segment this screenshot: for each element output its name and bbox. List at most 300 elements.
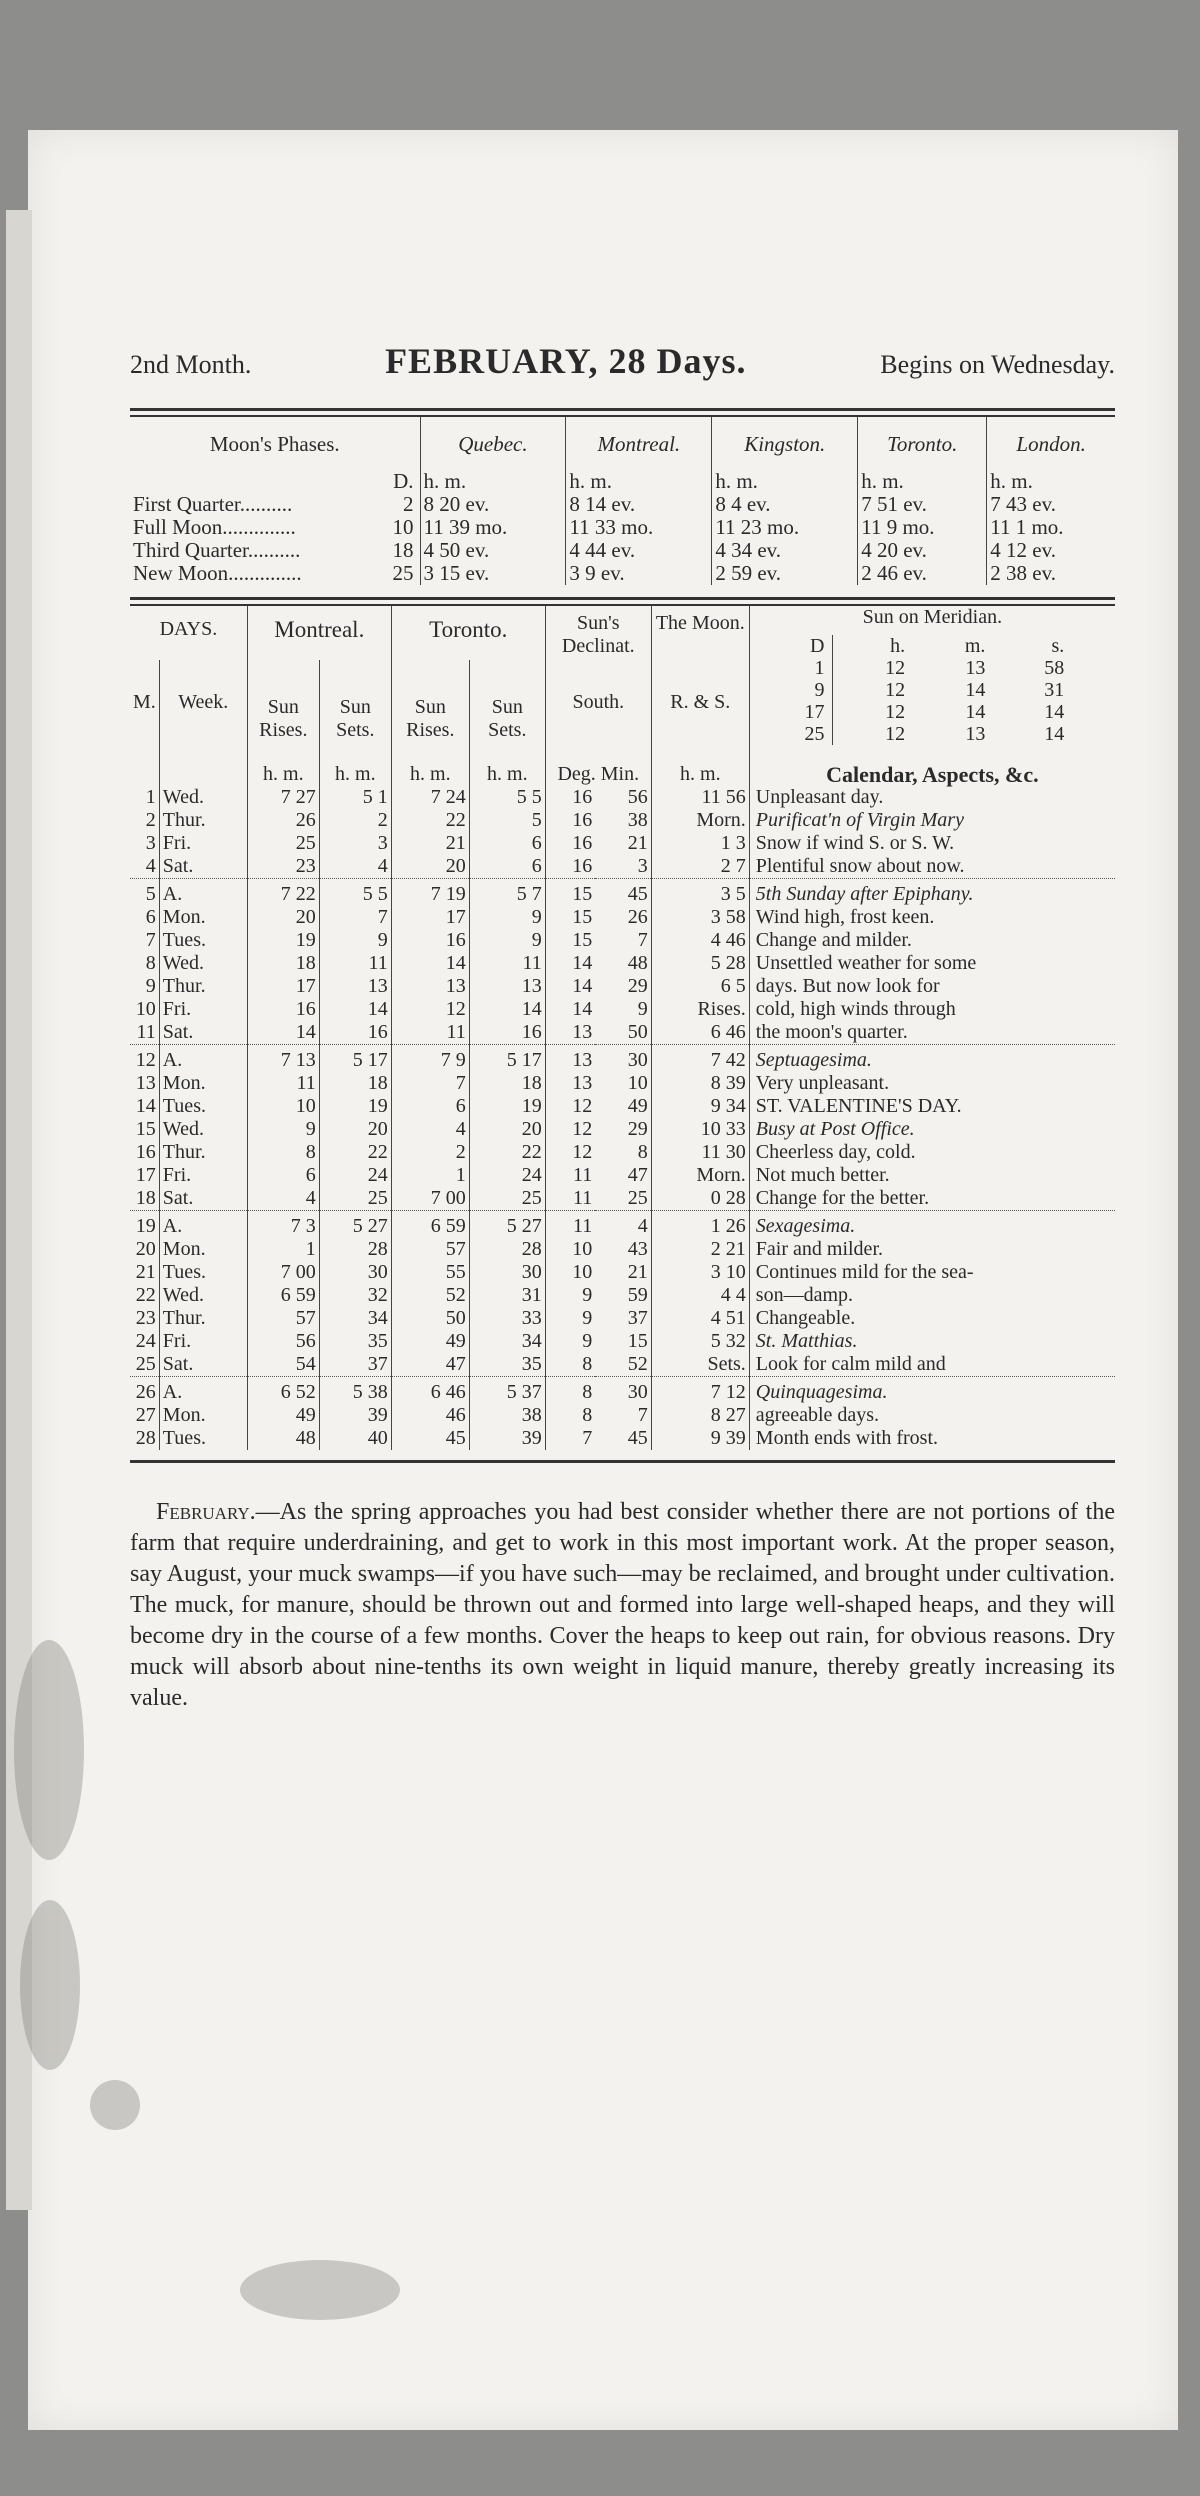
toronto-set: 13 <box>469 975 545 998</box>
toronto-set: 19 <box>469 1095 545 1118</box>
phase-row <box>130 562 1115 585</box>
toronto-set: 16 <box>469 1021 545 1045</box>
declination-min: 25 <box>627 1187 648 1209</box>
montreal-rise: 9 <box>247 1118 319 1141</box>
declination-deg: 11 <box>545 1211 595 1239</box>
hm-label: h. m. <box>651 763 749 786</box>
moon-rise-set: 8 27 <box>651 1404 749 1427</box>
montreal-rise: 48 <box>247 1427 319 1450</box>
toronto-rise: 11 <box>391 1021 469 1045</box>
moon-rise-set: 7 42 <box>651 1045 749 1073</box>
montreal-set: 13 <box>319 975 391 998</box>
toronto-rise: 47 <box>391 1353 469 1377</box>
montreal-rise: 18 <box>247 952 319 975</box>
toronto-rise: 21 <box>391 832 469 855</box>
declination-min: 7 <box>637 929 648 951</box>
day-of-week: Fri. <box>159 998 247 1021</box>
moon-rise-set: 2 21 <box>651 1238 749 1261</box>
meridian-table <box>753 635 1073 745</box>
montreal-set: 22 <box>319 1141 391 1164</box>
day-of-week: Wed. <box>159 786 247 809</box>
calendar-note: son—damp. <box>749 1284 1115 1307</box>
day-number: 12 <box>130 1045 159 1073</box>
calendar-body <box>130 786 1115 1450</box>
montreal-set: 30 <box>319 1261 391 1284</box>
day-number: 9 <box>145 975 156 997</box>
declination-deg: 8 <box>545 1377 595 1405</box>
moon-rise-set: 0 28 <box>651 1187 749 1211</box>
moon-rise-set: 5 28 <box>651 952 749 975</box>
city-toronto: Toronto. <box>858 417 987 470</box>
toronto-set: 5 <box>469 809 545 832</box>
toronto-rise: 13 <box>391 975 469 998</box>
day-of-week: Tues. <box>159 1261 247 1284</box>
toronto-rise: 52 <box>391 1284 469 1307</box>
toronto-set: 24 <box>469 1164 545 1187</box>
declination-deg: 11 <box>545 1187 595 1211</box>
montreal-set: 11 <box>319 952 391 975</box>
mid-rule <box>130 597 1115 600</box>
montreal-set: 25 <box>319 1187 391 1211</box>
city-kingston: Kingston. <box>712 417 858 470</box>
hm-label: h. m. <box>712 470 858 493</box>
declination-deg: 12 <box>545 1141 595 1164</box>
declination-header: Sun's Declinat. <box>545 606 651 660</box>
declination-min: 3 <box>637 855 648 877</box>
calendar-note: Month ends with frost. <box>749 1427 1115 1450</box>
meridian-row: 17 12 14 14 <box>804 701 1065 723</box>
day-of-week: A. <box>159 1045 247 1073</box>
calendar-note: Change and milder. <box>749 929 1115 952</box>
montreal-set: 20 <box>319 1118 391 1141</box>
declination-deg: 13 <box>545 1072 595 1095</box>
paragraph-lead: February. <box>156 1499 256 1525</box>
top-rule <box>130 408 1115 411</box>
hm-label: h. m. <box>987 470 1115 493</box>
day-row <box>130 1141 1115 1164</box>
calendar-note: Unsettled weather for some <box>749 952 1115 975</box>
toronto-set: 9 <box>469 929 545 952</box>
phase-time: 8 20 ev. <box>420 493 566 516</box>
page-edge <box>6 210 32 2210</box>
montreal-rise: 7 3 <box>247 1211 319 1239</box>
day-of-week: Mon. <box>159 1072 247 1095</box>
phases-label: Moon's Phases. <box>209 432 340 456</box>
montreal-set: 5 27 <box>319 1211 391 1239</box>
calendar-note: Septuagesima. <box>749 1045 1115 1073</box>
moon-rise-set: 1 26 <box>651 1211 749 1239</box>
day-of-week: Sat. <box>159 1021 247 1045</box>
day-of-week: A. <box>159 1377 247 1405</box>
montreal-rise: 26 <box>247 809 319 832</box>
day-row <box>130 998 1115 1021</box>
day-number: 11 <box>136 1021 156 1043</box>
calendar-note: Continues mild for the sea- <box>749 1261 1115 1284</box>
declination-min: 29 <box>627 1118 648 1140</box>
declination-deg: 10 <box>545 1238 595 1261</box>
calendar-note: ST. VALENTINE'S DAY. <box>749 1095 1115 1118</box>
moon-rise-set: 11 56 <box>651 786 749 809</box>
toronto-rise: 6 59 <box>391 1211 469 1239</box>
phase-time: 4 44 ev. <box>566 539 712 562</box>
montreal-rise: 14 <box>247 1021 319 1045</box>
montreal-rise: 16 <box>247 998 319 1021</box>
montreal-set: 40 <box>319 1427 391 1450</box>
toronto-rise: 45 <box>391 1427 469 1450</box>
calendar-note: Look for calm mild and <box>749 1353 1115 1377</box>
declination-deg: 8 <box>545 1353 595 1377</box>
calendar-note: Unpleasant day. <box>749 786 1115 809</box>
phase-name: Full Moon.............. <box>133 515 296 539</box>
hm-label: h. m. <box>420 470 566 493</box>
m-header: M. <box>133 690 156 713</box>
toronto-set: 9 <box>469 906 545 929</box>
toronto-set: 39 <box>469 1427 545 1450</box>
declination-deg: 16 <box>545 855 595 879</box>
day-of-week: Mon. <box>159 1404 247 1427</box>
day-number: 25 <box>135 1353 156 1375</box>
day-row <box>130 1330 1115 1353</box>
day-of-week: Tues. <box>159 929 247 952</box>
calendar-note: Busy at Post Office. <box>749 1118 1115 1141</box>
meridian-cell <box>749 606 1115 745</box>
phase-time: 11 23 mo. <box>712 516 858 539</box>
toronto-rise: 6 <box>391 1095 469 1118</box>
toronto-set: 6 <box>469 855 545 879</box>
declination-min: 56 <box>627 786 648 808</box>
montreal-rise: 20 <box>247 906 319 929</box>
montreal-rise: 8 <box>247 1141 319 1164</box>
day-number: 14 <box>135 1095 156 1117</box>
month-title: FEBRUARY, 28 Days. <box>385 341 747 381</box>
declination-min: 15 <box>627 1330 648 1352</box>
meridian-header: Sun on Meridian. <box>862 606 1003 628</box>
toronto-set: 14 <box>469 998 545 1021</box>
moon-rise-set: Morn. <box>651 1164 749 1187</box>
phase-time: 2 46 ev. <box>858 562 987 585</box>
calendar-note: Change for the better. <box>749 1187 1115 1211</box>
day-number: 5 <box>130 879 159 907</box>
day-of-week: Thur. <box>159 975 247 998</box>
almanac-content <box>130 340 1115 1738</box>
phase-time: 4 20 ev. <box>858 539 987 562</box>
day-number: 23 <box>135 1307 156 1329</box>
montreal-rise: 54 <box>247 1353 319 1377</box>
phase-day: 2 <box>403 492 414 516</box>
day-row <box>130 1072 1115 1095</box>
moon-rise-set: 10 33 <box>651 1118 749 1141</box>
day-of-week: Tues. <box>159 1427 247 1450</box>
day-number: 15 <box>135 1118 156 1140</box>
montreal-set: 14 <box>319 998 391 1021</box>
day-row <box>130 1211 1115 1239</box>
montreal-rise: 1 <box>247 1238 319 1261</box>
day-of-week: A. <box>159 1211 247 1239</box>
montreal-rise: 19 <box>247 929 319 952</box>
declination-deg: 15 <box>545 879 595 907</box>
calendar-note: cold, high winds through <box>749 998 1115 1021</box>
declination-deg: 9 <box>545 1307 595 1330</box>
moon-rise-set: 4 46 <box>651 929 749 952</box>
phase-time: 8 14 ev. <box>566 493 712 516</box>
declination-deg: 9 <box>545 1330 595 1353</box>
moon-rise-set: 3 58 <box>651 906 749 929</box>
montreal-set: 24 <box>319 1164 391 1187</box>
day-row <box>130 1164 1115 1187</box>
day-row <box>130 1284 1115 1307</box>
toronto-set: 6 <box>469 832 545 855</box>
day-row <box>130 786 1115 809</box>
phase-time: 3 15 ev. <box>420 562 566 585</box>
moon-rise-set: 2 7 <box>651 855 749 879</box>
toronto-rise: 2 <box>391 1141 469 1164</box>
toronto-rise: 4 <box>391 1118 469 1141</box>
day-of-week: Sat. <box>159 1353 247 1377</box>
day-row <box>130 1118 1115 1141</box>
day-number: 22 <box>135 1284 156 1306</box>
day-row <box>130 975 1115 998</box>
declination-deg: 14 <box>545 975 595 998</box>
toronto-rise: 49 <box>391 1330 469 1353</box>
toronto-rise: 12 <box>391 998 469 1021</box>
toronto-rise: 17 <box>391 906 469 929</box>
toronto-header: Toronto. <box>391 606 545 660</box>
toronto-rise: 14 <box>391 952 469 975</box>
moon-rise-set: 6 5 <box>651 975 749 998</box>
toronto-rise: 46 <box>391 1404 469 1427</box>
montreal-rise: 17 <box>247 975 319 998</box>
montreal-set: 19 <box>319 1095 391 1118</box>
declination-min: 29 <box>627 975 648 997</box>
meridian-row: D h. m. s. <box>809 635 1065 657</box>
paragraph-text: —As the spring approaches you had best consider whether there are not portions of the farm that require underdraining, and get to work in this most important work. At the proper season, say August, your muck swamps—if you have such—may be reclaimed, and brought under cultivation. The muck, for manure, should be thrown out and formed into large well-shaped heaps, and they will become dry in the course of a few months. Cover the heaps to keep out rain, for obvious reasons. Dry muck will absorb about nine-tenths its own weight in liquid manure, thereby greatly increasing its value. <box>130 1499 1115 1711</box>
day-number: 10 <box>135 998 156 1020</box>
declination-deg: 9 <box>545 1284 595 1307</box>
toronto-set: 11 <box>469 952 545 975</box>
phase-time: 7 51 ev. <box>858 493 987 516</box>
day-row <box>130 832 1115 855</box>
day-number: 4 <box>145 855 156 877</box>
hm-label: h. m. <box>469 763 545 786</box>
day-row <box>130 1404 1115 1427</box>
hm-label: h. m. <box>566 470 712 493</box>
declination-deg: 8 <box>545 1404 595 1427</box>
montreal-set: 32 <box>319 1284 391 1307</box>
declination-deg: 10 <box>545 1261 595 1284</box>
montreal-rise: 6 59 <box>247 1284 319 1307</box>
week-header: Week. <box>159 660 247 745</box>
days-header: DAYS. <box>159 618 218 640</box>
day-row <box>130 929 1115 952</box>
day-of-week: Thur. <box>159 1307 247 1330</box>
toronto-rise: 57 <box>391 1238 469 1261</box>
day-row <box>130 1377 1115 1405</box>
stain <box>20 1900 80 2070</box>
moon-rise-set: 4 4 <box>651 1284 749 1307</box>
phase-time: 7 43 ev. <box>987 493 1115 516</box>
day-number: 7 <box>145 929 156 951</box>
moon-rise-set: 8 39 <box>651 1072 749 1095</box>
declination-deg: 15 <box>545 906 595 929</box>
phase-time: 8 4 ev. <box>712 493 858 516</box>
declination-min: 43 <box>627 1238 648 1260</box>
day-of-week: Sat. <box>159 855 247 879</box>
phase-name: New Moon.............. <box>133 561 302 585</box>
montreal-rise: 23 <box>247 855 319 879</box>
day-number: 28 <box>135 1427 156 1449</box>
toronto-set: 18 <box>469 1072 545 1095</box>
calendar-note: Snow if wind S. or S. W. <box>749 832 1115 855</box>
toronto-set: 5 27 <box>469 1211 545 1239</box>
day-row <box>130 1307 1115 1330</box>
moon-header: The Moon. <box>651 606 749 660</box>
phase-time: 4 34 ev. <box>712 539 858 562</box>
begins-label: Begins on Wednesday. <box>880 350 1115 379</box>
calendar-note: the moon's quarter. <box>749 1021 1115 1045</box>
day-of-week: Mon. <box>159 906 247 929</box>
montreal-header: Montreal. <box>247 606 391 660</box>
day-number: 1 <box>145 786 156 808</box>
declination-deg: 14 <box>545 998 595 1021</box>
day-number: 6 <box>145 906 156 928</box>
hm-label: h. m. <box>319 763 391 786</box>
day-of-week: Wed. <box>159 1284 247 1307</box>
declination-min: 7 <box>637 1404 648 1426</box>
phase-row <box>130 516 1115 539</box>
declination-min: 49 <box>627 1095 648 1117</box>
city-quebec: Quebec. <box>420 417 566 470</box>
day-row <box>130 952 1115 975</box>
declination-min: 26 <box>627 906 648 928</box>
montreal-rise: 4 <box>247 1187 319 1211</box>
day-row <box>130 809 1115 832</box>
day-number: 20 <box>135 1238 156 1260</box>
declination-min: 21 <box>627 832 648 854</box>
toronto-set: 5 37 <box>469 1377 545 1405</box>
toronto-set: 5 5 <box>469 786 545 809</box>
toronto-set: 28 <box>469 1238 545 1261</box>
montreal-set: 37 <box>319 1353 391 1377</box>
toronto-set: 34 <box>469 1330 545 1353</box>
declination-min: 50 <box>627 1021 648 1043</box>
deg-min-label: Deg. Min. <box>545 763 651 786</box>
day-row <box>130 1353 1115 1377</box>
calendar-note: St. Matthias. <box>749 1330 1115 1353</box>
moon-rise-set: 9 34 <box>651 1095 749 1118</box>
declination-deg: 16 <box>545 809 595 832</box>
phase-time: 11 39 mo. <box>420 516 566 539</box>
calendar-note: Fair and milder. <box>749 1238 1115 1261</box>
montreal-set: 7 <box>319 906 391 929</box>
day-number: 21 <box>135 1261 156 1283</box>
day-row <box>130 1427 1115 1450</box>
calendar-note: 5th Sunday after Epiphany. <box>749 879 1115 907</box>
moon-rise-set: 3 5 <box>651 879 749 907</box>
toronto-set: 25 <box>469 1187 545 1211</box>
moon-rise-set: 6 46 <box>651 1021 749 1045</box>
day-number: 18 <box>135 1187 156 1209</box>
toronto-rise: 7 9 <box>391 1045 469 1073</box>
toronto-set: 38 <box>469 1404 545 1427</box>
declination-min: 37 <box>627 1307 648 1329</box>
declination-deg: 16 <box>545 832 595 855</box>
day-of-week: Fri. <box>159 1330 247 1353</box>
toronto-rise: 22 <box>391 809 469 832</box>
moon-rise-set: 4 51 <box>651 1307 749 1330</box>
day-of-week: Fri. <box>159 832 247 855</box>
day-number: 3 <box>145 832 156 854</box>
montreal-rise: 49 <box>247 1404 319 1427</box>
moon-rise-set: 1 3 <box>651 832 749 855</box>
tor-rises-header: Sun Rises. <box>391 660 469 745</box>
phase-name: First Quarter.......... <box>133 492 293 516</box>
declination-deg: 16 <box>545 786 595 809</box>
declination-min: 8 <box>637 1141 648 1163</box>
montreal-set: 5 17 <box>319 1045 391 1073</box>
montreal-set: 9 <box>319 929 391 952</box>
meridian-row: 9 12 14 31 <box>814 679 1065 701</box>
day-number: 24 <box>135 1330 156 1352</box>
declination-min: 4 <box>595 1211 651 1239</box>
calendar-note: Purificat'n of Virgin Mary <box>749 809 1115 832</box>
montreal-rise: 7 22 <box>247 879 319 907</box>
montreal-rise: 11 <box>247 1072 319 1095</box>
montreal-set: 5 38 <box>319 1377 391 1405</box>
city-montreal: Montreal. <box>566 417 712 470</box>
toronto-set: 20 <box>469 1118 545 1141</box>
declination-min: 48 <box>627 952 648 974</box>
tor-sets-header: Sun Sets. <box>469 660 545 745</box>
day-of-week: A. <box>159 879 247 907</box>
day-of-week: Fri. <box>159 1164 247 1187</box>
day-row <box>130 906 1115 929</box>
calendar-note: Plentiful snow about now. <box>749 855 1115 879</box>
stain <box>14 1640 84 1860</box>
declination-deg: 7 <box>545 1427 595 1450</box>
toronto-set: 22 <box>469 1141 545 1164</box>
toronto-rise: 7 00 <box>391 1187 469 1211</box>
moon-rise-set: 5 32 <box>651 1330 749 1353</box>
day-number: 8 <box>145 952 156 974</box>
toronto-set: 5 17 <box>469 1045 545 1073</box>
toronto-set: 35 <box>469 1353 545 1377</box>
phase-name: Third Quarter.......... <box>133 538 301 562</box>
mtl-sets-header: Sun Sets. <box>319 660 391 745</box>
calendar-note: days. But now look for <box>749 975 1115 998</box>
day-row <box>130 1261 1115 1284</box>
moon-rise-set: Morn. <box>651 809 749 832</box>
day-row <box>130 1238 1115 1261</box>
toronto-rise: 7 24 <box>391 786 469 809</box>
toronto-rise: 7 <box>391 1072 469 1095</box>
montreal-rise: 7 13 <box>247 1045 319 1073</box>
moon-rise-set: Sets. <box>651 1353 749 1377</box>
day-of-week: Mon. <box>159 1238 247 1261</box>
montreal-rise: 6 52 <box>247 1377 319 1405</box>
moon-rise-set: 11 30 <box>651 1141 749 1164</box>
day-number: 2 <box>145 809 156 831</box>
montreal-rise: 7 00 <box>247 1261 319 1284</box>
toronto-set: 5 7 <box>469 879 545 907</box>
montreal-rise: 7 27 <box>247 786 319 809</box>
phase-time: 11 9 mo. <box>858 516 987 539</box>
toronto-rise: 7 19 <box>391 879 469 907</box>
mtl-rises-header: Sun Rises. <box>247 660 319 745</box>
city-london: London. <box>987 417 1115 470</box>
declination-deg: 12 <box>545 1118 595 1141</box>
day-of-week: Tues. <box>159 1095 247 1118</box>
moon-rise-set: 9 39 <box>651 1427 749 1450</box>
